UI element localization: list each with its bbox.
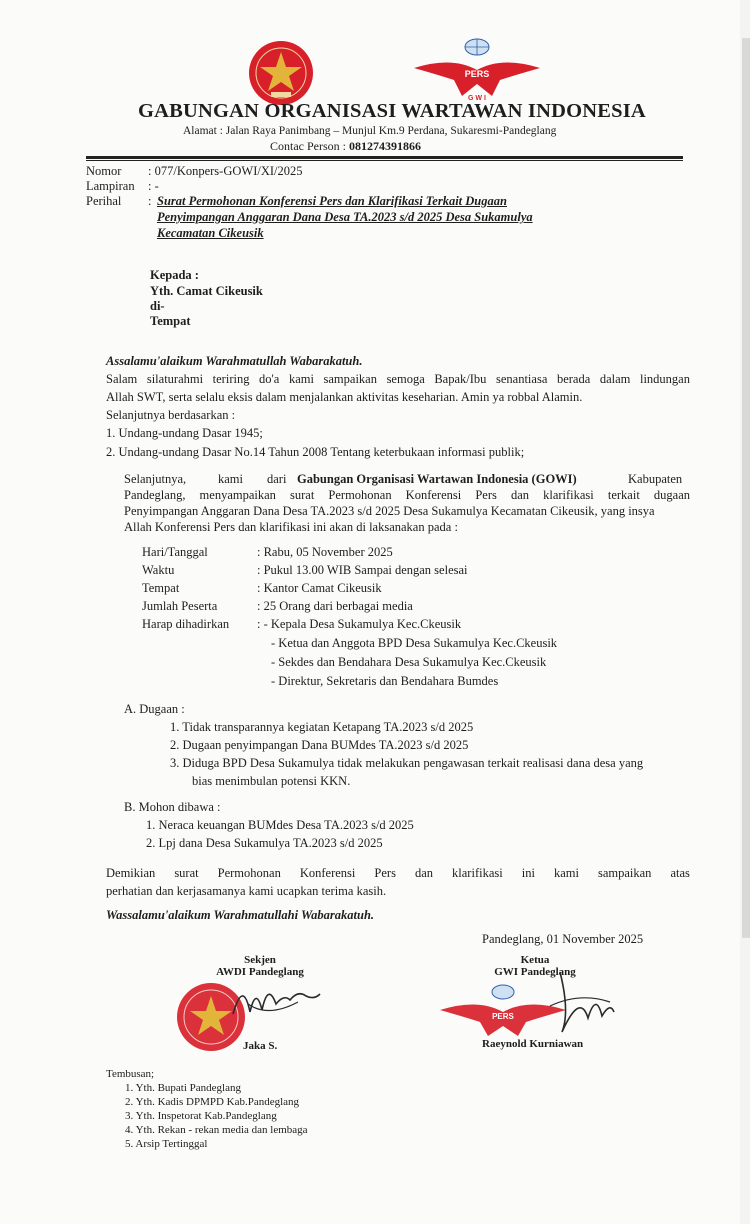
para2-line-4: Allah Konferensi Pers dan klarifikasi ini akan di laksanakan pada :: [124, 520, 458, 534]
opening-salam: Assalamu'alaikum Warahmatullah Wabarakatuh.: [106, 354, 363, 368]
left-signer-title-1: Sekjen: [244, 954, 276, 966]
right-signature-scribble: [540, 962, 620, 1042]
tembusan-heading: Tembusan;: [106, 1068, 155, 1080]
para2-line-2: Pandeglang, menyampaikan surat Permohonan Konferensi Pers dan klarifikasi terkait dugaan: [124, 488, 690, 502]
letterhead-address: Alamat : Jalan Raya Panimbang – Munjul Km.9 Perdana, Sukaresmi-Pandeglang: [183, 125, 557, 137]
nomor-label: Nomor: [86, 164, 122, 178]
schedule-value-waktu: : Pukul 13.00 WIB Sampai dengan selesai: [257, 563, 468, 577]
nomor-value: : 077/Konpers-GOWI/XI/2025: [148, 164, 303, 178]
recipient-tempat: Tempat: [150, 314, 191, 328]
lampiran-label: Lampiran: [86, 179, 135, 193]
tembusan-item-2: 2. Yth. Kadis DPMPD Kab.Pandeglang: [125, 1096, 300, 1108]
left-signature-scribble: [228, 974, 328, 1034]
perihal-line-1: Surat Permohonan Konferensi Pers dan Klarifikasi Terkait Dugaan: [157, 194, 507, 208]
letterhead-contact: Contac Person : 081274391866: [270, 139, 421, 153]
attendee-item-2: - Ketua dan Anggota BPD Desa Sukamulya Kec.Ckeusik: [271, 636, 558, 650]
closing-salam: Wassalamu'alaikum Warahmatullahi Wabarakatuh.: [106, 908, 375, 922]
dugaan-item-3-cont: bias menimbulan potensi KKN.: [192, 774, 351, 788]
dugaan-item-3: 3. Diduga BPD Desa Sukamulya tidak melakukan pengawasan terkait realisasi dana desa yang: [170, 756, 644, 770]
para2-org-name: Gabungan Organisasi Wartawan Indonesia (GOWI): [297, 472, 577, 486]
dugaan-item-2: 2. Dugaan penyimpangan Dana BUMdes TA.2023 s/d 2025: [170, 738, 469, 752]
mohon-item-2: 2. Lpj dana Desa Sukamulya TA.2023 s/d 2025: [146, 836, 383, 850]
letterhead-rule-thick: [86, 156, 683, 159]
schedule-label-hari: Hari/Tanggal: [142, 545, 208, 559]
perihal-label: Perihal: [86, 194, 122, 208]
letterhead-rule-thin: [86, 160, 683, 161]
tembusan-item-3: 3. Yth. Inspetorat Kab.Pandeglang: [125, 1110, 277, 1122]
lampiran-value: : -: [148, 179, 159, 193]
place-date: Pandeglang, 01 November 2025: [482, 932, 644, 946]
schedule-label-peserta: Jumlah Peserta: [142, 599, 218, 613]
schedule-label-waktu: Waktu: [142, 563, 175, 577]
schedule-label-harap: Harap dihadirkan: [142, 617, 230, 631]
closing-line-1: Demikian surat Permohonan Konferensi Pers dan klarifikasi ini kami sampaikan atas: [106, 866, 690, 880]
tembusan-item-5: 5. Arsip Tertinggal: [125, 1138, 208, 1150]
opening-para-line-2: Allah SWT, serta selalu eksis dalam menjalankan aktivitas keseharian. Amin ya robbal Alamin.: [106, 390, 583, 404]
para2-word-kabupaten: Kabupaten: [628, 472, 683, 486]
basis-item-1: 1. Undang-undang Dasar 1945;: [106, 426, 263, 440]
schedule-value-peserta: : 25 Orang dari berbagai media: [257, 599, 413, 613]
schedule-value-harap: : - Kepala Desa Sukamulya Kec.Ckeusik: [257, 617, 462, 631]
para2-word-kami: kami: [218, 472, 243, 486]
recipient-di: di-: [150, 299, 165, 313]
para2-word-dari: dari: [267, 472, 287, 486]
basis-item-2: 2. Undang-undang Dasar No.14 Tahun 2008 Tentang keterbukaan informasi publik;: [106, 445, 525, 459]
dugaan-heading: A. Dugaan :: [124, 702, 185, 716]
recipient-kepada: Kepada :: [150, 268, 199, 282]
right-signer-title-2: GWI Pandeglang: [494, 966, 576, 978]
perihal-colon: :: [148, 194, 152, 208]
contact-phone: 081274391866: [349, 139, 421, 153]
tembusan-item-4: 4. Yth. Rekan - rekan media dan lembaga: [125, 1124, 308, 1136]
para2-line-3: Penyimpangan Anggaran Dana Desa TA.2023 s/d 2025 Desa Sukamulya Kecamatan Cikeusik, yang insya: [124, 504, 655, 518]
right-signer-name: Raeynold Kurniawan: [482, 1038, 584, 1050]
opening-para-line-1: Salam silaturahmi teriring do'a kami sampaikan semoga Bapak/Ibu senantiasa berada dalam lindungan: [106, 372, 690, 386]
left-signer-name: Jaka S.: [243, 1040, 278, 1052]
closing-line-2: perhatian dan kerjasamanya kami ucapkan terima kasih.: [106, 884, 387, 898]
gwi-pers-logo: [412, 38, 542, 102]
dugaan-item-1: 1. Tidak transparannya kegiatan Ketapang TA.2023 s/d 2025: [170, 720, 474, 734]
svg-text:G W I: G W I: [468, 95, 486, 102]
mohon-item-1: 1. Neraca keuangan BUMdes Desa TA.2023 s/d 2025: [146, 818, 414, 832]
schedule-label-tempat: Tempat: [142, 581, 180, 595]
recipient-name: Yth. Camat Cikeusik: [150, 284, 263, 298]
left-signer-title-2: AWDI Pandeglang: [216, 966, 304, 978]
schedule-value-hari: : Rabu, 05 November 2025: [257, 545, 393, 559]
para2-word-selanjutnya: Selanjutnya,: [124, 472, 187, 486]
selanjutnya-berdasarkan: Selanjutnya berdasarkan :: [106, 408, 236, 422]
perihal-line-2: Penyimpangan Anggaran Dana Desa TA.2023 s/d 2025 Desa Sukamulya: [157, 210, 533, 224]
tembusan-item-1: 1. Yth. Bupati Pandeglang: [125, 1082, 241, 1094]
awdi-seal-logo: [248, 40, 314, 106]
letterhead-title: GABUNGAN ORGANISASI WARTAWAN INDONESIA: [138, 100, 646, 122]
vertical-scrollbar[interactable]: [742, 38, 750, 938]
svg-text:PERS: PERS: [492, 1012, 514, 1021]
schedule-value-tempat: : Kantor Camat Cikeusik: [257, 581, 382, 595]
perihal-line-3: Kecamatan Cikeusik: [157, 226, 264, 240]
svg-text:PERS: PERS: [464, 69, 490, 79]
attendee-item-4: - Direktur, Sekretaris dan Bendahara Bumdes: [271, 674, 499, 688]
attendee-item-3: - Sekdes dan Bendahara Desa Sukamulya Kec.Ckeusik: [271, 655, 547, 669]
right-signer-title-1: Ketua: [520, 954, 550, 966]
mohon-heading: B. Mohon dibawa :: [124, 800, 221, 814]
